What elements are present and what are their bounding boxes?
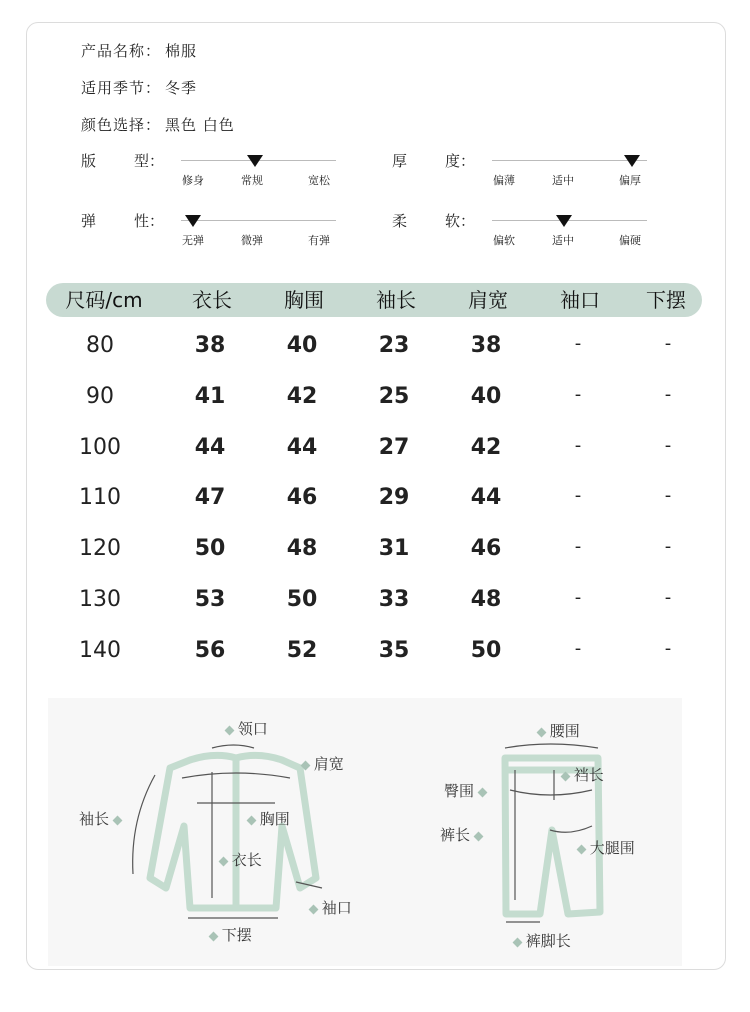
label-shoulder: 肩宽 <box>302 753 344 774</box>
table-cell: 41 <box>194 383 226 409</box>
table-cell: 50 <box>470 637 502 663</box>
label-length: 衣长 <box>220 849 262 870</box>
table-cell: - <box>664 637 672 659</box>
table-cell: 35 <box>378 637 410 663</box>
fit-tick-3: 宽松 <box>308 174 330 187</box>
header-length: 衣长 <box>192 288 232 312</box>
thickness-tick-3: 偏厚 <box>619 174 641 187</box>
thickness-tick-1: 偏薄 <box>493 174 515 187</box>
diamond-icon <box>537 728 547 738</box>
table-cell: - <box>664 485 672 507</box>
diamond-icon <box>112 816 122 826</box>
size-cell: 140 <box>79 637 121 663</box>
product-name-value: 棉服 <box>165 42 198 60</box>
label-pant-length: 裤长 <box>440 824 482 845</box>
label-cuff: 袖口 <box>310 897 352 918</box>
color-value: 黑色 白色 <box>165 116 235 134</box>
table-cell: 48 <box>286 536 318 562</box>
color-label: 颜色选择： <box>81 116 162 134</box>
table-cell: 44 <box>194 434 226 460</box>
label-chest: 胸围 <box>248 808 290 829</box>
softness-tick-2: 适中 <box>552 234 574 247</box>
table-cell: - <box>664 383 672 405</box>
table-cell: - <box>574 485 582 507</box>
table-cell: 44 <box>470 485 502 511</box>
diamond-icon <box>473 832 483 842</box>
header-shoulder: 肩宽 <box>468 288 508 312</box>
diamond-icon <box>561 772 571 782</box>
size-cell: 100 <box>79 434 121 460</box>
softness-tick-3: 偏硬 <box>619 234 641 247</box>
table-cell: 50 <box>286 587 318 612</box>
table-cell: 40 <box>286 333 318 358</box>
softness-label: 柔 软： <box>392 212 476 230</box>
table-cell: - <box>664 434 672 456</box>
table-cell: 44 <box>286 434 318 460</box>
fit-label: 版 型： <box>81 152 165 170</box>
label-hem: 下摆 <box>210 924 252 945</box>
thickness-tick-2: 适中 <box>552 174 574 187</box>
table-cell: 31 <box>378 536 410 562</box>
elasticity-label: 弹 性： <box>81 212 165 230</box>
diamond-icon <box>309 905 319 915</box>
size-cell: 80 <box>86 333 114 358</box>
thickness-label: 厚 度： <box>392 152 476 170</box>
table-cell: - <box>664 587 672 608</box>
season-label: 适用季节： <box>81 79 162 97</box>
table-cell: - <box>574 637 582 659</box>
size-cell: 120 <box>79 536 121 562</box>
table-cell: 46 <box>286 485 318 511</box>
diamond-icon <box>219 857 229 867</box>
table-cell: 50 <box>194 536 226 562</box>
header-sleeve: 袖长 <box>376 288 416 312</box>
label-hip: 臀围 <box>444 780 486 801</box>
diamond-icon <box>209 932 219 942</box>
table-cell: 27 <box>378 434 410 460</box>
jacket-outline <box>150 755 316 908</box>
table-cell: 42 <box>470 434 502 460</box>
table-cell: - <box>574 536 582 558</box>
header-cuff: 袖口 <box>560 288 600 312</box>
table-cell: 40 <box>470 383 502 409</box>
table-cell: 48 <box>470 587 502 612</box>
elasticity-tick-3: 有弹 <box>308 234 330 247</box>
fit-tick-1: 修身 <box>182 174 204 187</box>
table-cell: 52 <box>286 637 318 663</box>
season-value: 冬季 <box>165 79 198 97</box>
product-name-label: 产品名称： <box>81 42 162 60</box>
table-cell: 47 <box>194 485 226 511</box>
diamond-icon <box>225 726 235 736</box>
header-size: 尺码/cm <box>65 288 143 312</box>
table-cell: 25 <box>378 383 410 409</box>
diamond-icon <box>301 761 311 771</box>
size-cell: 90 <box>86 383 114 409</box>
header-hem: 下摆 <box>646 288 686 312</box>
table-cell: 53 <box>194 587 226 612</box>
table-cell: - <box>574 434 582 456</box>
size-cell: 130 <box>79 587 121 612</box>
size-cell: 110 <box>79 485 121 511</box>
diamond-icon <box>577 845 587 855</box>
table-cell: - <box>664 333 672 354</box>
elasticity-tick-2: 微弹 <box>241 234 263 247</box>
label-thigh: 大腿围 <box>578 837 635 858</box>
header-chest: 胸围 <box>284 288 324 312</box>
table-cell: - <box>574 333 582 354</box>
table-cell: 42 <box>286 383 318 409</box>
table-cell: - <box>574 383 582 405</box>
table-cell: 33 <box>378 587 410 612</box>
table-cell: 46 <box>470 536 502 562</box>
elasticity-tick-1: 无弹 <box>182 234 204 247</box>
table-cell: 23 <box>378 333 410 358</box>
table-cell: 29 <box>378 485 410 511</box>
table-cell: 38 <box>194 333 226 358</box>
label-waist: 腰围 <box>538 720 580 741</box>
label-sleeve: 袖长 <box>79 808 121 829</box>
diamond-icon <box>477 788 487 798</box>
softness-tick-1: 偏软 <box>493 234 515 247</box>
table-cell: - <box>574 587 582 608</box>
table-cell: 56 <box>194 637 226 663</box>
label-collar: 领口 <box>226 718 268 739</box>
label-leg-opening: 裤脚长 <box>514 930 571 951</box>
diamond-icon <box>247 816 257 826</box>
fit-tick-2: 常规 <box>241 174 263 187</box>
label-rise: 裆长 <box>562 764 604 785</box>
table-cell: - <box>664 536 672 558</box>
diamond-icon <box>513 938 523 948</box>
table-cell: 38 <box>470 333 502 358</box>
